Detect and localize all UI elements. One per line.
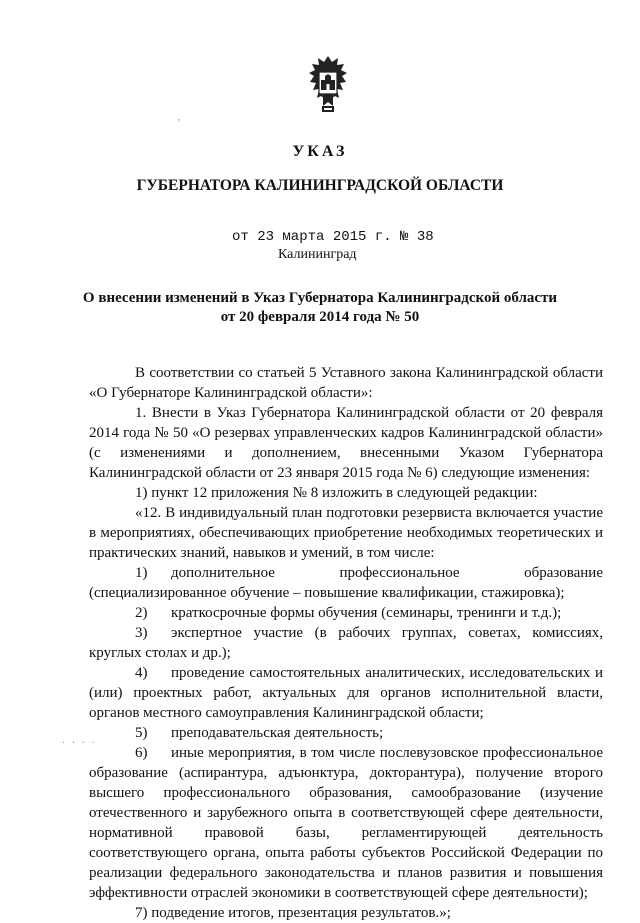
- list-item-text: дополнительное профессиональное образование (специализированное обучение – повышение квалификации, стажировка);: [89, 565, 603, 601]
- list-item-text: краткосрочные формы обучения (семинары, тренинги и т.д.);: [171, 605, 562, 621]
- list-item: [89, 723, 603, 743]
- list-item: [89, 603, 603, 623]
- paragraph-amend: 1. Внести в Указ Губернатора Калининградской области от 20 февраля 2014 года № 50 «О резервах управленческих кадров Калининградской области» (с изменениями и дополнением, внесенными Указом Губернатора Калининградской области от 23 января 2015 года № 6) следующие изменения:: [89, 405, 603, 481]
- paragraph-item-1: 1) пункт 12 приложения № 8 изложить в следующей редакции:: [135, 485, 538, 501]
- heading-line-2: от 20 февраля 2014 года № 50: [220, 309, 420, 325]
- date-number-line: от 23 марта 2015 г. № 38: [232, 229, 434, 245]
- list-item-text: преподавательская деятельность;: [171, 725, 384, 741]
- decree-title: УКАЗ: [292, 143, 348, 160]
- heading-line-1: О внесении изменений в Указ Губернатора Калининградской области: [82, 290, 558, 306]
- list-item-number: 5): [135, 725, 148, 741]
- list-item: [89, 623, 603, 663]
- decree-issuer: ГУБЕРНАТОРА КАЛИНИНГРАДСКОЙ ОБЛАСТИ: [136, 177, 504, 194]
- list-item-text: экспертное участие (в рабочих группах, советах, комиссиях, круглых столах и др.);: [89, 625, 603, 661]
- list-item-number: 6): [135, 745, 148, 761]
- scan-mark: ': [178, 118, 180, 129]
- city-name: Калининград: [278, 247, 357, 262]
- list-item-number: 2): [135, 605, 148, 621]
- scan-artifact: · · · ·: [62, 738, 97, 749]
- list-item: [89, 663, 603, 723]
- list-item-text: иные мероприятия, в том числе послевузовское профессиональное образование (аспирантура, адъюнктура, докторантура), получение второго высшего профессионального образования, самообразование (изучение отечественного и зарубежного опыта в соответствующей сфере деятельности, нормативной правовой базы, регламентирующей деятельность соответствующего органа, опыта работы субъектов Российской Федерации по реализации федерального законодательства и планов развития и повышения эффективности отраслей экономики в соответствующей сфере деятельности);: [89, 745, 603, 901]
- paragraph-basis: В соответствии со статьей 5 Уставного закона Калининградской области «О Губернаторе Калининградской области»:: [89, 365, 603, 401]
- decree-heading: [0, 289, 640, 327]
- paragraph-item-7: 7) подведение итогов, презентация результатов.»;: [135, 905, 451, 921]
- list-item: [89, 563, 603, 603]
- list-item: [89, 743, 603, 903]
- paragraph-clause-12: «12. В индивидуальный план подготовки резервиста включается участие в мероприятиях, обеспечивающих приобретение необходимых теоретических и практических знаний, навыков и умений, в том числе:: [89, 505, 603, 561]
- list-item-number: 1): [135, 565, 148, 581]
- list-item-text: проведение самостоятельных аналитических, исследовательских и (или) проектных работ, актуальных для органов исполнительной власти, органов местного самоуправления Калининградской области;: [89, 665, 603, 721]
- list-item-number: 4): [135, 665, 148, 681]
- coat-of-arms-emblem: [305, 54, 351, 116]
- list-item-number: 3): [135, 625, 148, 641]
- decree-body: [89, 363, 603, 923]
